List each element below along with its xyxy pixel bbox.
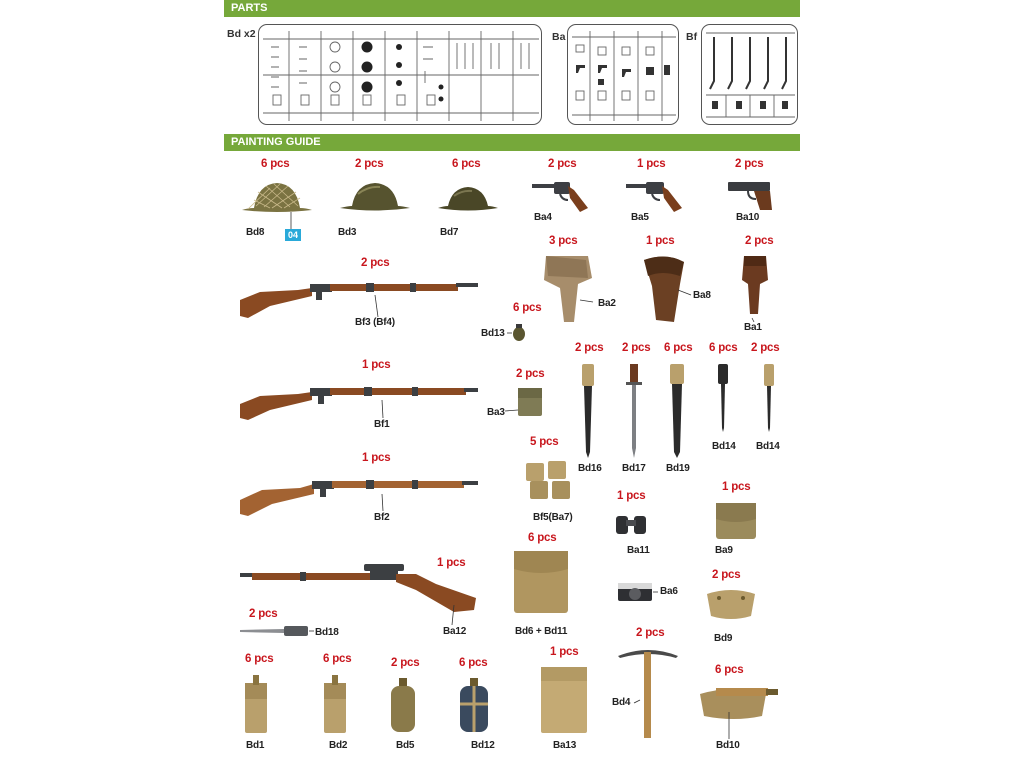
ba2-qty: 3 pcs [549, 235, 578, 247]
bd10-code: Bd10 [716, 740, 740, 751]
ba12-qty: 1 pcs [437, 557, 466, 569]
bd8-code: Bd8 [246, 227, 265, 238]
bd17-qty: 2 pcs [622, 342, 651, 354]
bd13-code: Bd13 [481, 328, 505, 339]
ba3-code: Ba3 [487, 407, 505, 418]
sprue-ba-label: Ba [552, 31, 566, 43]
bd3-qty: 2 pcs [355, 158, 384, 170]
bd5-code: Bd5 [396, 740, 415, 751]
painting-guide-title: PAINTING GUIDE [231, 136, 321, 148]
bd18-qty: 2 pcs [249, 608, 278, 620]
bf3-qty: 2 pcs [361, 257, 390, 269]
ba6-code: Ba6 [660, 586, 678, 597]
bd10-qty: 6 pcs [715, 664, 744, 676]
bd16-qty: 2 pcs [575, 342, 604, 354]
bd8-qty: 6 pcs [261, 158, 290, 170]
ba13-qty: 1 pcs [550, 646, 579, 658]
sprue-bd-label: Bd x2 [227, 28, 256, 40]
bd14b-qty: 2 pcs [751, 342, 780, 354]
bd14a-code: Bd14 [712, 441, 736, 452]
bd5-qty: 2 pcs [391, 657, 420, 669]
bd13-qty: 6 pcs [513, 302, 542, 314]
ba9-qty: 1 pcs [722, 481, 751, 493]
ba8-qty: 1 pcs [646, 235, 675, 247]
bf5-qty: 5 pcs [530, 436, 559, 448]
parts-title: PARTS [231, 2, 268, 14]
bd1-code: Bd1 [246, 740, 265, 751]
bf1-code: Bf1 [374, 419, 390, 430]
bd12-qty: 6 pcs [459, 657, 488, 669]
bf3-code: Bf3 (Bf4) [355, 317, 395, 328]
bd7-code: Bd7 [440, 227, 459, 238]
ba1-code: Ba1 [744, 322, 762, 333]
bd19-code: Bd19 [666, 463, 690, 474]
bd6-qty: 6 pcs [528, 532, 557, 544]
ba12-code: Ba12 [443, 626, 467, 637]
bf5-code: Bf5(Ba7) [533, 512, 573, 523]
bd9-qty: 2 pcs [712, 569, 741, 581]
bf1-qty: 1 pcs [362, 359, 391, 371]
ba13-code: Ba13 [553, 740, 577, 751]
bf2-code: Bf2 [374, 512, 390, 523]
bd12-code: Bd12 [471, 740, 495, 751]
bd4-code: Bd4 [612, 697, 631, 708]
bd6-code: Bd6 + Bd11 [515, 626, 568, 637]
ba8-code: Ba8 [693, 290, 711, 301]
ba2-code: Ba2 [598, 298, 616, 309]
ba5-code: Ba5 [631, 212, 649, 223]
ba10-code: Ba10 [736, 212, 760, 223]
bd17-code: Bd17 [622, 463, 646, 474]
bd16-code: Bd16 [578, 463, 602, 474]
ba10-qty: 2 pcs [735, 158, 764, 170]
bd8-color-badge: 04 [285, 229, 301, 241]
bd2-code: Bd2 [329, 740, 348, 751]
bd14b-code: Bd14 [756, 441, 780, 452]
bd7-qty: 6 pcs [452, 158, 481, 170]
ba4-code: Ba4 [534, 212, 552, 223]
bd9-code: Bd9 [714, 633, 733, 644]
sprue-bf-label: Bf [686, 31, 698, 43]
ba11-qty: 1 pcs [617, 490, 646, 502]
bd4-qty: 2 pcs [636, 627, 665, 639]
ba3-qty: 2 pcs [516, 368, 545, 380]
bd2-qty: 6 pcs [323, 653, 352, 665]
bd14a-qty: 6 pcs [709, 342, 738, 354]
ba5-qty: 1 pcs [637, 158, 666, 170]
bf2-qty: 1 pcs [362, 452, 391, 464]
bd19-qty: 6 pcs [664, 342, 693, 354]
bd3-code: Bd3 [338, 227, 357, 238]
bd1-qty: 6 pcs [245, 653, 274, 665]
ba9-code: Ba9 [715, 545, 733, 556]
ba11-code: Ba11 [627, 545, 650, 556]
bd18-code: Bd18 [315, 627, 339, 638]
ba1-qty: 2 pcs [745, 235, 774, 247]
ba4-qty: 2 pcs [548, 158, 577, 170]
